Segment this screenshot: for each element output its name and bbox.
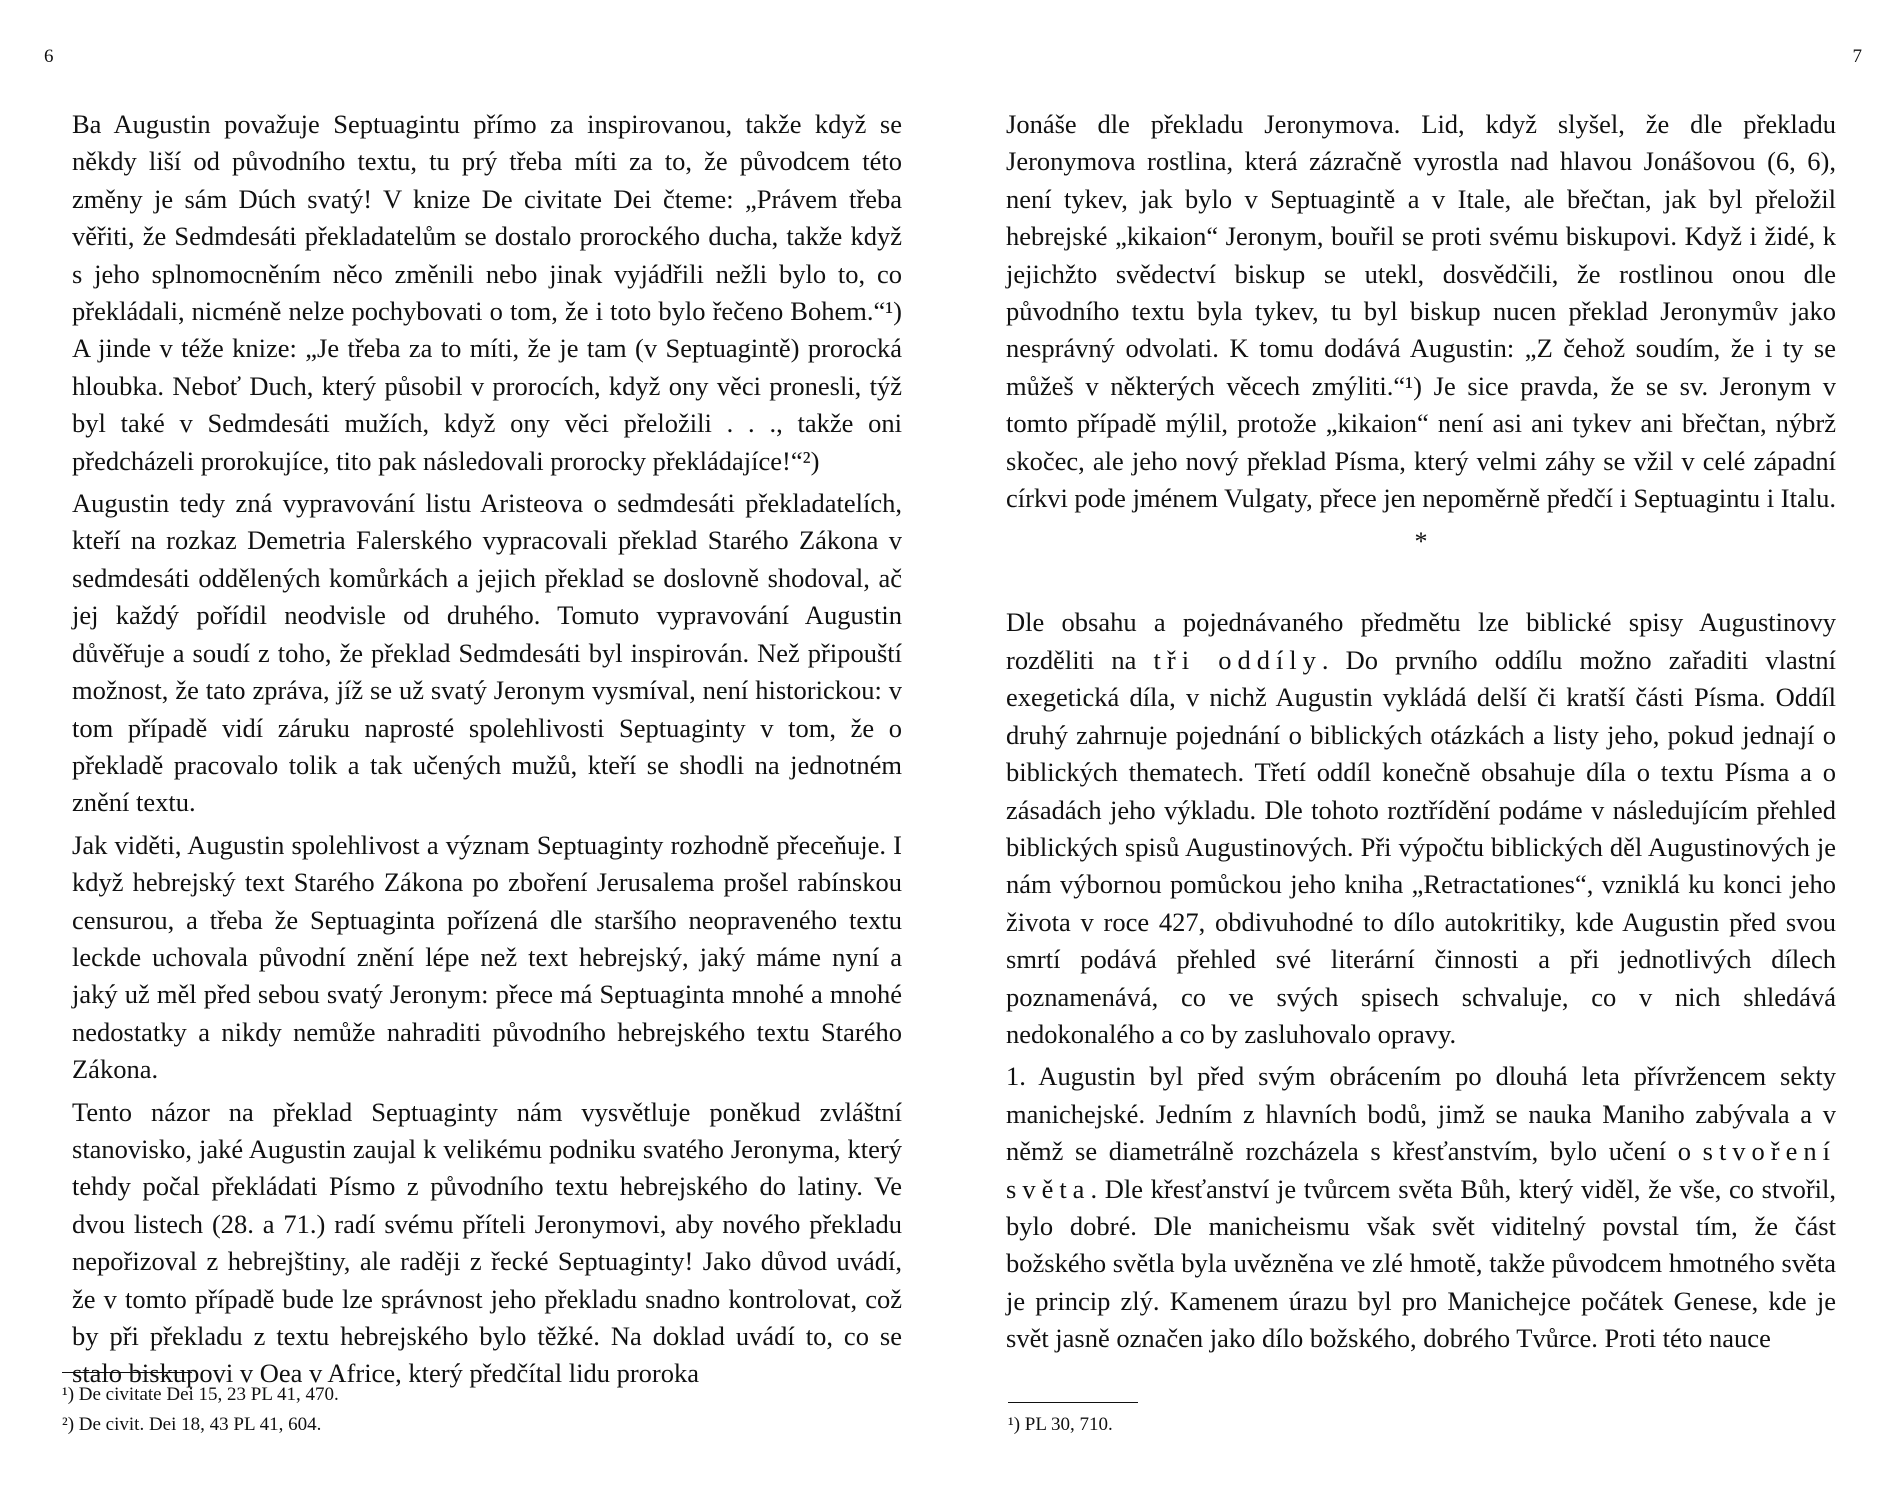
footnote-rule xyxy=(1008,1402,1138,1403)
paragraph: Ba Augustin považuje Septuagintu přímo za inspirovanou, takže když se někdy liší od původního textu, tu prý třeba míti za to, že původcem této změny je sám Dúch svatý! V knize De civitate Dei čteme: „Právem třeba věřiti, že Sedmdesáti překladatelům se dostalo prorockého ducha, takže když s jeho splnomocněním něco změnili nebo jinak vyjádřili nežli bylo to, co překládali, nicméně nelze pochybovati o tom, že i toto bylo řečeno Bohem.“¹) A jinde v téže knize: „Je třeba za to míti, že je tam (v Septuagintě) prorocká hloubka. Neboť Duch, který působil v prorocích, když ony věci pronesli, týž byl také v Sedmdesáti mužích, když ony věci přeložili . . ., takže oni předcházeli prorokujíce, tito pak následovali prorocky překládajíce!“²) xyxy=(72,109,902,476)
paragraph xyxy=(1006,604,1836,1053)
paragraph: Augustin tedy zná vypravování listu Aristeova o sedmdesáti překladatelích, kteří na rozkaz Demetria Falerského vypracovali překlad Starého Zákona v sedmdesáti oddělených komůrkách a jejich překlad se doslovně shodoval, ač jej každý pořídil neodvisle od druhého. Tomuto vypravování Augustin důvěřuje a soudí z toho, že překlad Sedmdesáti byl inspirován. Než připouští možnost, že tato zpráva, jíž se už svatý Jeronym vysmíval, není historickou: v tom případě vidí záruku naprosté spolehlivosti Septuaginty v tom, že o překladě pracovalo tolik a tak učených mužů, kteří se shodli na jednotném znění textu. xyxy=(72,488,902,818)
footnotes-left xyxy=(62,1380,339,1440)
text-run: . Do prvního oddílu možno zařaditi vlastní exegetická díla, v nichž Augustin vykládá delší či kratší části Písma. Oddíl druhý zahrnuje pojednání o biblických otázkách a listy jeho, pokud jednají o biblických thematech. Třetí oddíl konečně obsahuje díla o textu Písma a o zásadách jeho výkladu. Dle tohoto roztřídění podáme v následujícím přehled biblických spisů Augustinových. Při výpočtu biblických děl Augustinových je nám výbornou pomůckou jeho kniha „Retractationes“, vzniklá ku konci jeho života v roce 427, obdivuhodné to dílo autokritiky, kde Augustin před svou smrtí podává přehled své literární činnosti a při jednotlivých dílech poznamenává, co ve svých spisech schvaluje, co v nich shledává nedokonalého a co by zasluhovalo opravy. xyxy=(1006,644,1836,1049)
page-number-right: 7 xyxy=(1852,46,1862,67)
right-text-block xyxy=(1006,106,1836,1363)
footnote: ²) De civit. Dei 18, 43 PL 41, 604. xyxy=(62,1414,322,1435)
paragraph: Tento názor na překlad Septuaginty nám vysvětluje poněkud zvláštní stanovisko, jaké Augustin zaujal k velikému podniku svatého Jeronyma, který tehdy počal překládati Písmo z původního textu hebrejského do latiny. Ve dvou listech (28. a 71.) radí svému příteli Jeronymovi, aby nového překladu nepořizoval z hebrejštiny, ale raději z řecké Septuaginty! Jako důvod uvádí, že v tomto případě bude lze správnost jeho překladu snadno kontrolovat, což by při překladu z textu hebrejského bylo těžké. Na doklad uvádí to, co se stalo biskupovi v Oea v Africe, který předčítal lidu proroka xyxy=(72,1096,902,1389)
footnote: ¹) De civitate Dei 15, 23 PL 41, 470. xyxy=(62,1384,339,1405)
paragraph xyxy=(1006,1058,1836,1357)
left-text-block xyxy=(72,106,902,1398)
text-run: Dle obsahu a pojednávaného předmětu lze biblické spisy Augustinovy rozděliti na xyxy=(1006,607,1836,675)
text-run: 1. Augustin byl před svým obrácením po dlouhá leta přívržencem sekty manichejské. Jedním z hlavních bodů, jimž se nauka Maniho zabývala a v němž se diametrálně rozcházela s křesťanstvím, bylo učení o xyxy=(1006,1061,1836,1167)
page-number-left: 6 xyxy=(44,46,54,67)
spaced-emphasis: stvoření světa xyxy=(1006,1136,1836,1204)
footnote: ¹) PL 30, 710. xyxy=(1008,1414,1113,1435)
paragraph: Jak viděti, Augustin spolehlivost a význam Septuaginty rozhodně přeceňuje. I když hebrejský text Starého Zákona po zboření Jerusalema prošel rabínskou censurou, a třeba že Septuaginta pořízená dle staršího neopraveného textu leckde uchovala původní znění lépe než text hebrejský, jaký máme nyní a jaký už měl před sebou svatý Jeronym: přece má Septuaginta mnohé a mnohé nedostatky a nikdy nemůže nahraditi původního hebrejského textu Starého Zákona. xyxy=(72,829,902,1085)
paragraph: Jonáše dle překladu Jeronymova. Lid, když slyšel, že dle překladu Jeronymova rostlina, která zázračně vyrostla nad hlavou Jonášovou (6, 6), není tykev, jak bylo v Septuagintě a v Itale, ale břečtan, jak byl přeložil hebrejské „kikaion“ Jeronym, bouřil se proti svému biskupovi. Když i židé, k jejichžto svědectví biskup se utekl, dosvědčili, že rostlinou onou dle původního textu byla tykev, tu byl biskup nucen překlad Jeronymův jako nesprávný odvolati. K tomu dodává Augustin: „Z čehož soudím, že i ty se můžeš v některých věcech zmýliti.“¹) Je sice pravda, že se sv. Jeronym v tomto případě mýlil, protože „kikaion“ není asi ani tykev ani břečtan, nýbrž skočec, ale jeho nový překlad Písma, který velmi záhy se vžil v celé západní církvi pode jménem Vulgaty, přece jen nepoměrně předčí i Septuagintu i Italu. xyxy=(1006,109,1836,514)
text-run: . Dle křesťanství je tvůrcem světa Bůh, který viděl, že vše, co stvořil, bylo dobré. Dle manicheismu však svět viditelný povstal tím, že část božského světla byla uvězněna ve zlé hmotě, takže původcem hmotného světa je princip zlý. Kamenem úrazu byl pro Manichejce počátek Genese, kde je svět jasně označen jako dílo božského, dobrého Tvůrce. Proti této nauce xyxy=(1006,1173,1836,1354)
footnotes-right xyxy=(1008,1410,1113,1440)
right-page xyxy=(946,0,1892,1500)
section-separator: * xyxy=(1414,527,1428,557)
spaced-emphasis: tři oddíly xyxy=(1153,644,1322,675)
footnote-rule xyxy=(62,1372,192,1373)
